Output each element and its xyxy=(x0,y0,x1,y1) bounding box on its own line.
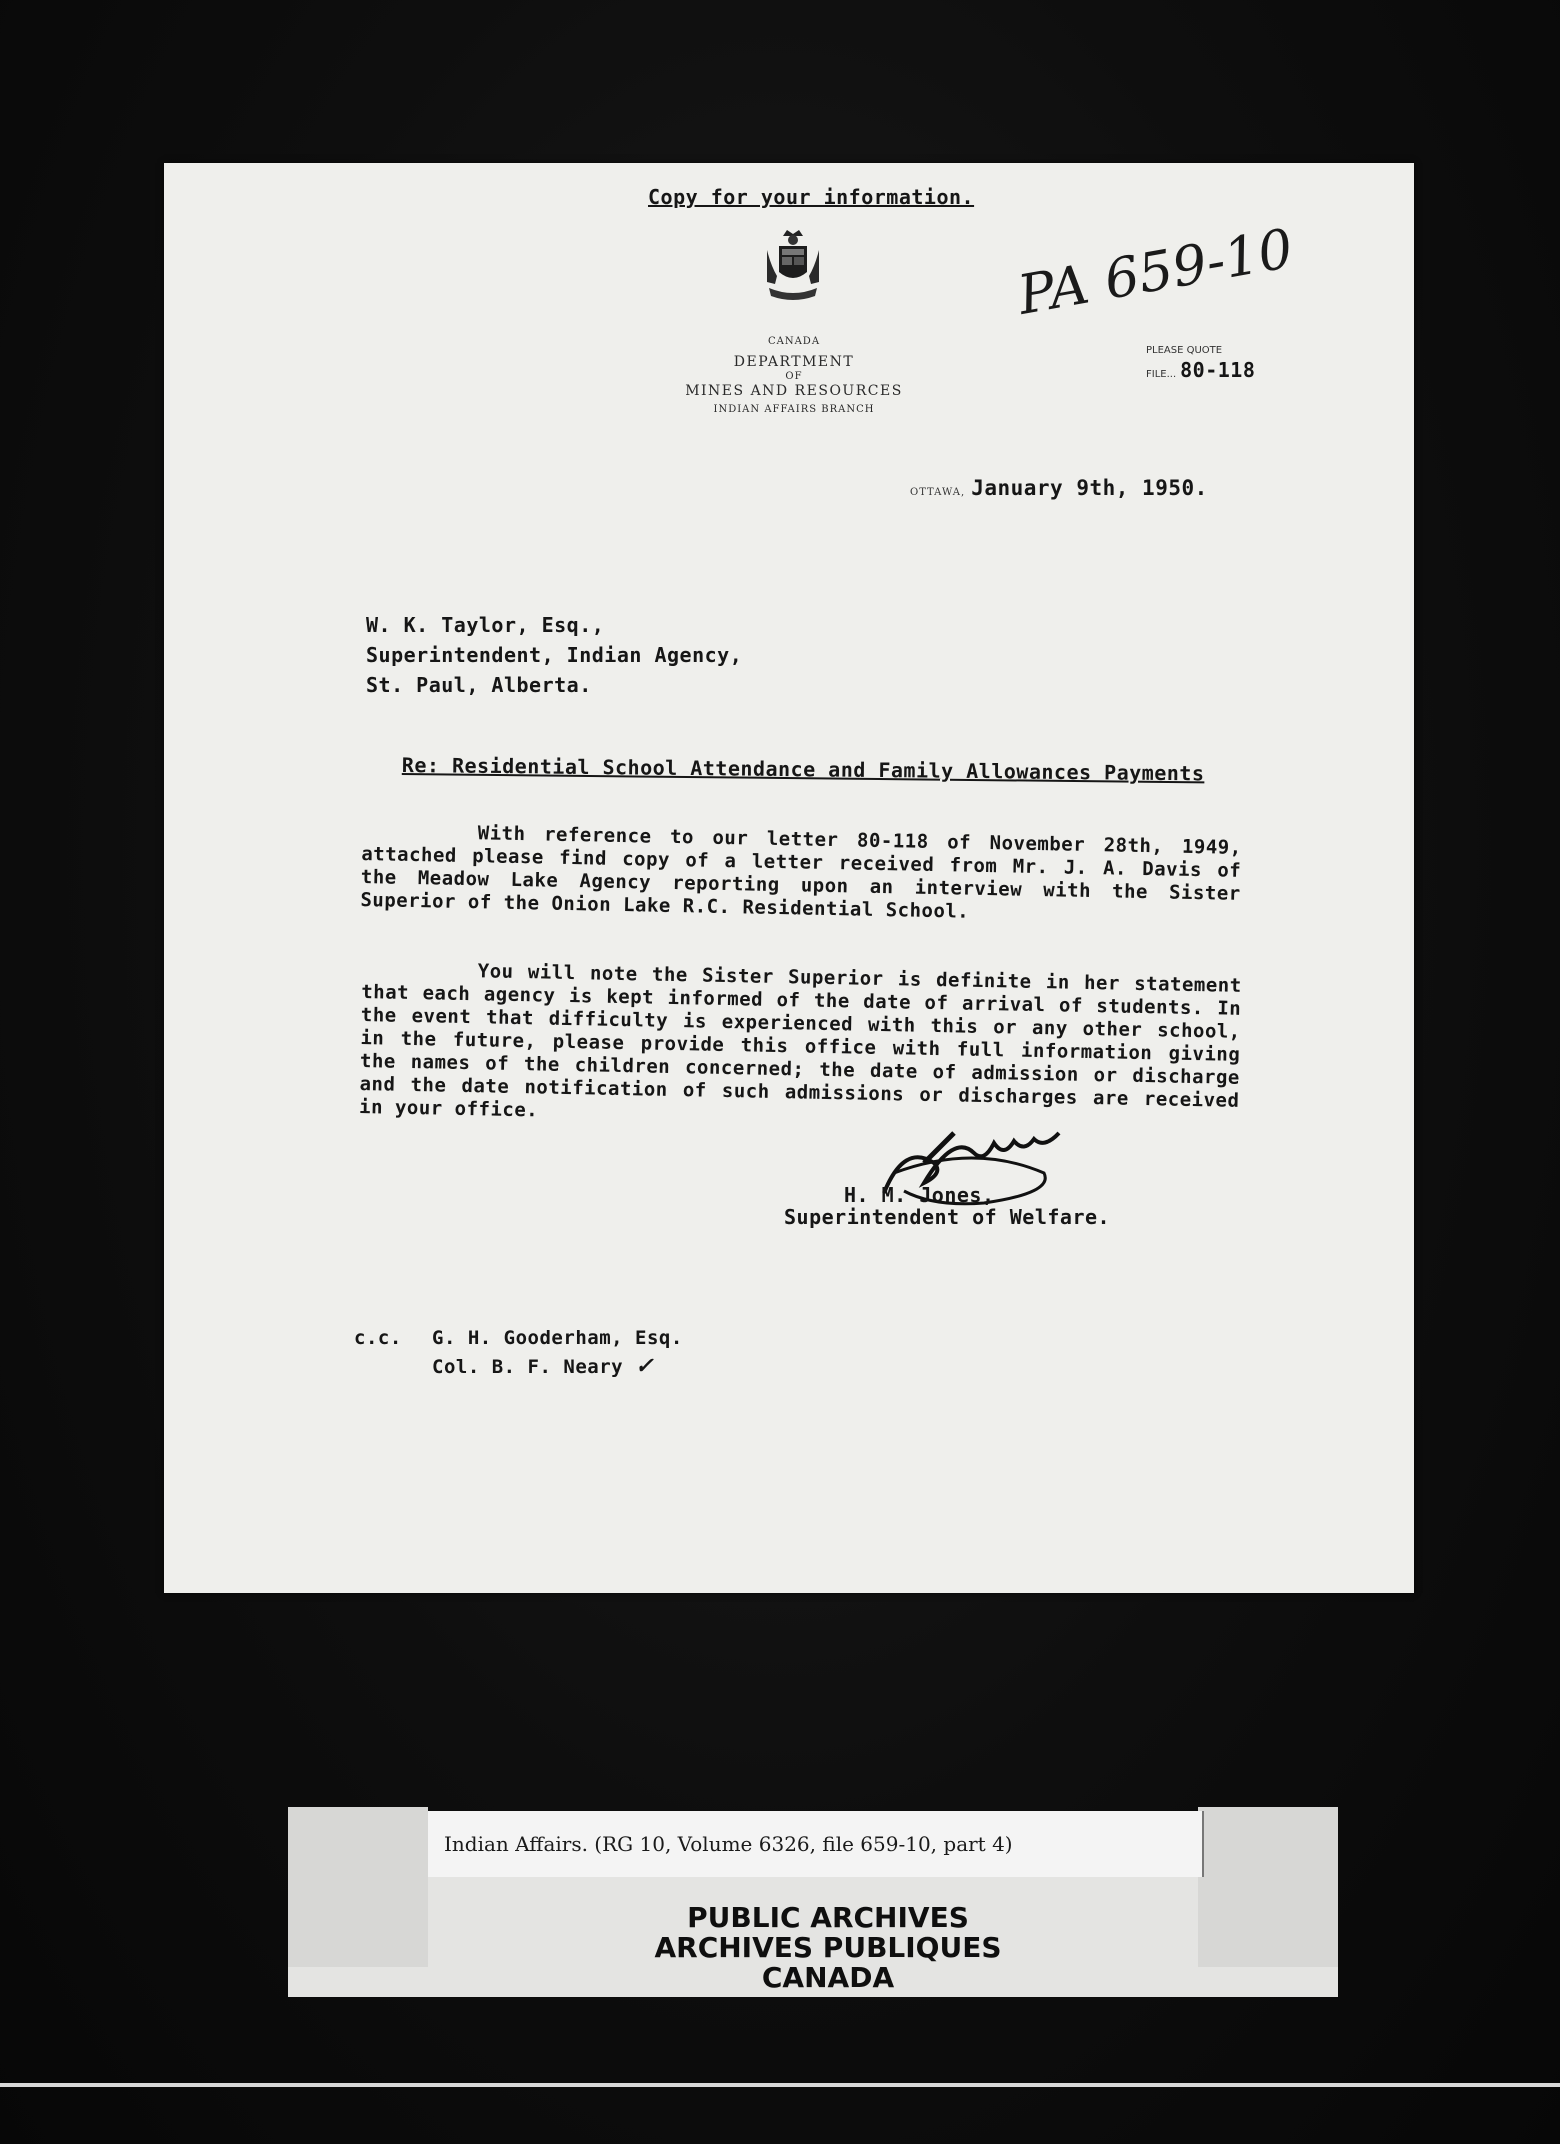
stamp-line: PUBLIC ARCHIVES xyxy=(687,1901,969,1934)
file-number: 80-118 xyxy=(1180,358,1256,382)
handwritten-ref-text: PA 659-10 xyxy=(1013,216,1298,327)
letter-page xyxy=(164,163,1414,1593)
coat-of-arms-icon xyxy=(757,226,829,306)
cc-label: c.c. xyxy=(354,1327,402,1349)
body-paragraph xyxy=(360,820,1242,929)
body-paragraph xyxy=(359,958,1242,1136)
letterhead-branch: INDIAN AFFAIRS BRANCH xyxy=(713,404,875,415)
copy-note: Copy for your information. xyxy=(648,185,975,209)
recipient-address xyxy=(366,610,742,700)
archive-label xyxy=(288,1785,1338,2005)
letterhead-ministry: MINES AND RESOURCES xyxy=(685,383,903,399)
paragraph-text: With reference to our letter 80-118 of November 28th, 1949, attached please find copy of a letter received from Mr. J. A. Davis of the Meadow Lake Agency reporting upon an interview with the Sister Superior of the Onion Lake R.C. Residential School. xyxy=(360,822,1242,923)
film-edge-line xyxy=(0,2083,1560,2087)
address-line: W. K. Taylor, Esq., xyxy=(366,613,605,637)
archive-stamp xyxy=(628,1903,1028,1993)
dateline xyxy=(910,476,1208,500)
signer-title: Superintendent of Welfare. xyxy=(784,1205,1111,1229)
stamp-line: ARCHIVES PUBLIQUES xyxy=(654,1931,1002,1964)
cc-recipient: G. H. Gooderham, Esq. xyxy=(432,1327,683,1349)
carbon-copy-list xyxy=(354,1323,683,1381)
stamp-line: CANADA xyxy=(761,1961,895,1994)
archival-reference: Indian Affairs. (RG 10, Volume 6326, file 659-10, part 4) xyxy=(428,1811,1204,1877)
letterhead xyxy=(644,336,944,415)
please-quote-label: PLEASE QUOTE xyxy=(1146,345,1223,356)
file-label: FILE... xyxy=(1146,369,1177,380)
letter-date: January 9th, 1950. xyxy=(971,476,1208,500)
file-reference xyxy=(1146,358,1255,382)
letterhead-of: OF xyxy=(785,371,803,382)
card-left-edge xyxy=(288,1807,428,1967)
subject-line: Re: Residential School Attendance and Family Allowances Payments xyxy=(401,753,1205,786)
checkmark-icon: ✓ xyxy=(635,1353,654,1379)
address-line: St. Paul, Alberta. xyxy=(366,673,592,697)
address-line: Superintendent, Indian Agency, xyxy=(366,643,743,667)
paragraph-text: You will note the Sister Superior is definite in her statement that each agency is kept informed of the date of arrival of students. In the event that difficulty is experienced with this or any other school, in the future, please provide this office with full information giving the names of the children concerned; the date of admission or discharge and the date notification of such admissions or discharges are received in your office. xyxy=(358,960,1242,1122)
card-right-edge xyxy=(1198,1807,1338,1967)
signer-name: H. M. Jones, xyxy=(844,1183,995,1207)
cc-recipient: Col. B. F. Neary xyxy=(432,1356,624,1378)
city: OTTAWA, xyxy=(910,487,966,498)
letterhead-department: DEPARTMENT xyxy=(733,354,855,370)
letterhead-country: CANADA xyxy=(767,336,821,347)
handwritten-file-reference xyxy=(1010,216,1298,353)
